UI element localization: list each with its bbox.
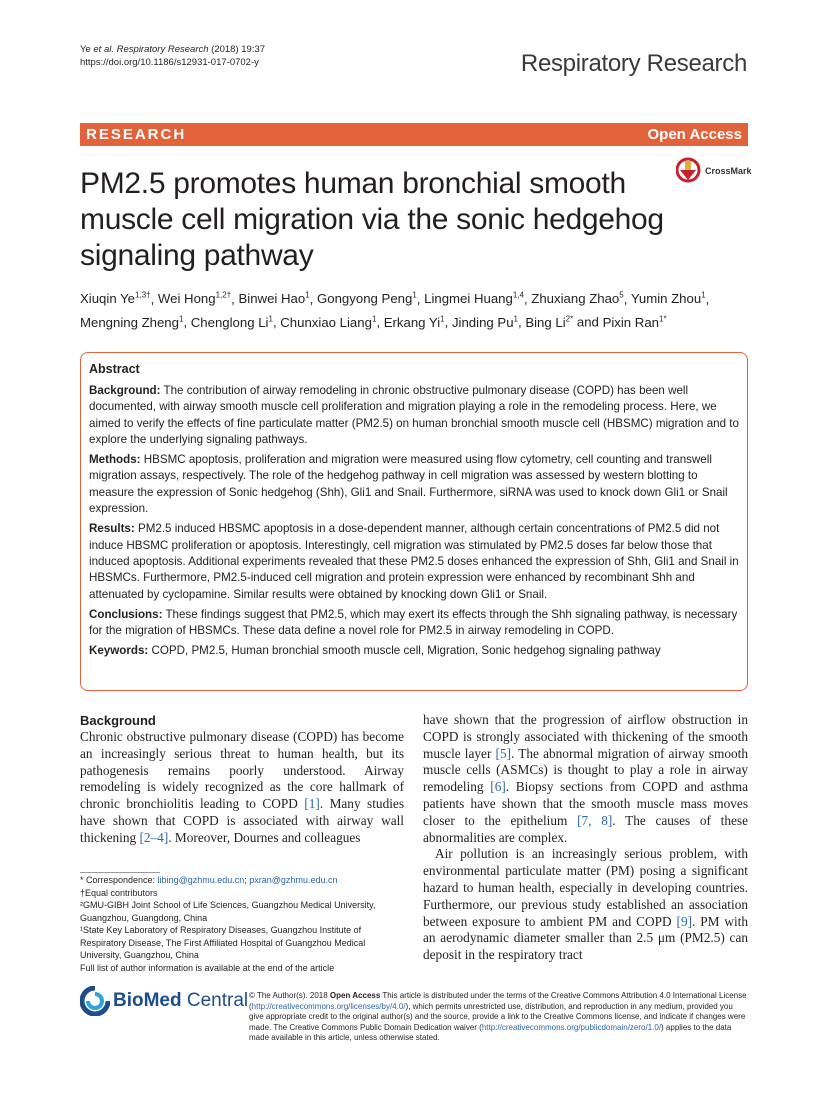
abstract-conclusions-text: These findings suggest that PM2.5, which may exert its effects through the Shh signaling pathway, is necessary for the migration of HBSMCs. These data define a novel role for PM2.5 in airway remodeling in COPD.	[89, 607, 738, 638]
email-separator: ;	[244, 875, 247, 885]
author-name[interactable]: Gongyong Peng$^1$	[317, 291, 417, 307]
author-name[interactable]: Wei Hong$^{1,2\dagger}$	[157, 291, 232, 307]
author-affiliation-marker: 1*	[659, 314, 667, 324]
author-affiliation-marker: 5	[619, 291, 624, 300]
author-affiliation-marker: 1,3†	[135, 291, 151, 300]
author-affiliation-marker: 1	[305, 291, 310, 300]
correspondence-label: * Correspondence:	[80, 875, 156, 885]
body-text: . PM with an aerodynamic diameter smaller than 2.5 μm (PM2.5) can deposit in the respiratory tract	[423, 913, 748, 963]
abstract-results-label: Results:	[89, 522, 135, 536]
citation-year-volume: (2018) 19:37	[211, 44, 266, 55]
section-heading-background: Background	[80, 713, 156, 728]
reference-link[interactable]: [5]	[495, 745, 512, 761]
abstract-keywords	[89, 643, 739, 659]
reference-link[interactable]: [7,	[577, 812, 592, 828]
author-affiliation-marker: 1	[178, 314, 184, 324]
author-name[interactable]: Yumin Zhou$^1$	[630, 291, 706, 307]
license-text: ), which permits unrestricted use, distribution, and reproduction in any medium, provided you give appropriate credit to the original author(s) and the source, provide a link to the Creative Commons license, and indicate if changes were made. The Creative Commons Public Domain Dedication waiver (	[249, 1001, 746, 1032]
body-text: have shown that the progression of airflow obstruction in COPD is strongly associated with thickening of the smooth muscle layer	[423, 712, 748, 761]
citation-journal: Respiratory Research	[116, 44, 209, 55]
license-link[interactable]: http://creativecommons.org/publicdomain/zero/1.0/	[481, 1022, 662, 1032]
author-name[interactable]: Chunxiao Liang$^1$	[280, 314, 377, 330]
abstract-keywords-label: Keywords:	[89, 644, 149, 658]
reference-link[interactable]: [1]	[304, 796, 320, 812]
body-left-column	[80, 712, 404, 847]
abstract-conclusions-label: Conclusions:	[89, 607, 163, 621]
body-text: . The abnormal migration of airway smooth muscle cells (ASMCs) is thought to play a role in airway remodeling	[423, 745, 748, 795]
author-affiliation-marker: 1	[412, 291, 417, 300]
author-name[interactable]: Xiuqin $Ye^{1,3\dagger}$	[80, 291, 151, 307]
abstract-background-label: Background:	[89, 384, 161, 397]
reference-link[interactable]: 8]	[601, 812, 613, 828]
abstract-methods-text: HBSMC apoptosis, proliferation and migration were measured using flow cytometry, cell counting and transwell migration assays, respectively. The role of the hedgehog pathway in cell migration was assessed by western blotting to measure the expression of Sonic hedgehog (Shh), Gli1 and Snail. Furthermore, siRNA was used to knock down Gli1 or Snail expression.	[89, 453, 728, 516]
body-right-column	[423, 712, 748, 964]
author-name[interactable]: Erkang Yi$^1$	[383, 314, 445, 330]
crossmark-icon[interactable]	[676, 156, 704, 186]
citation-author: Ye	[80, 44, 91, 55]
biomed-central-logo-icon[interactable]	[80, 986, 110, 1016]
author-affiliation-marker: 1	[371, 314, 377, 324]
author-affiliation-marker: 1	[440, 314, 445, 324]
reference-link[interactable]: [2–4]	[139, 829, 169, 845]
author-name[interactable]: Jinding Pu$^1$	[451, 314, 518, 330]
author-affiliation-marker: 1,4	[512, 291, 524, 300]
reference-link[interactable]: [6]	[490, 779, 506, 795]
article-title: PM2.5 promotes human bronchial smooth muscle cell migration via the sonic hedgehog signaling pathway	[80, 167, 664, 272]
abstract-heading: Abstract	[89, 362, 140, 376]
affiliation-2: ²GMU-GIBH Joint School of Life Sciences, Guangzhou Medical University, Guangzhou, Guangdong, China	[80, 900, 376, 923]
abstract-background	[89, 383, 739, 448]
author-name[interactable]: Lingmei Huang$^{1,4}$	[424, 291, 524, 307]
author-and: and	[573, 314, 603, 330]
body-text: Air pollution is an increasingly serious problem, with environmental particulate matter (PM) posing a significant hazard to human health, especially in developing countries. Furthermore, our previous study established an association between exposure to ambient PM and COPD	[423, 846, 748, 929]
author-affiliation-marker: 1	[513, 314, 518, 324]
email-link[interactable]: pxran@gzhmu.edu.cn	[249, 875, 338, 885]
footnotes	[80, 874, 404, 974]
body-paragraph	[423, 846, 748, 964]
logo-light-text: Central	[181, 990, 249, 1011]
reference-link[interactable]: [9]	[676, 913, 693, 929]
body-text: . Moreover, Dournes and colleagues	[168, 829, 361, 845]
body-text: . Many studies have shown that COPD is associated with airway wall thickening	[80, 796, 404, 845]
author-affiliation-marker: 2*	[565, 314, 574, 324]
equal-contributors-note: †Equal contributors	[80, 887, 158, 898]
footnote-divider	[80, 872, 160, 873]
author-affiliation-marker: 1,2†	[215, 291, 232, 300]
author-name[interactable]: Mengning Zheng$^1$	[80, 314, 184, 330]
abstract-conclusions	[89, 607, 739, 640]
body-paragraph	[80, 729, 404, 847]
open-access-label: Open Access	[647, 126, 742, 143]
abstract-methods-label: Methods:	[89, 453, 141, 467]
author-name[interactable]: Zhuxiang Zhao$^5$	[531, 291, 624, 307]
biomed-central-logo[interactable]	[113, 990, 248, 1012]
crossmark-label[interactable]: CrossMark	[705, 166, 752, 176]
body-text: Chronic obstructive pulmonary disease (COPD) has become an increasingly serious threat to human health, but its pathogenesis remains poorly understood. Airway remodeling is widely recognized as the core hallmark of chronic bronchiolitis leading to COPD	[80, 729, 404, 812]
logo-bold-text: BioMed	[113, 990, 182, 1011]
abstract-results-text: PM2.5 induced HBSMC apoptosis in a dose-dependent manner, although certain concentrations of PM2.5 did not induce HBSMC proliferation or apoptosis. Interestingly, cell migration was stimulated by PM2.5 doses far below those that induced apoptosis. Additional experiments revealed that these PM2.5 doses enhanced the expression of Shh, Gli1 and Snail in HBSMCs. Furthermore, PM2.5-induced cell migration and protein expression were enhanced by recombinant Shh and attenuated by cyclopamine. Similar results were obtained by knocking down Gli1 or Snail.	[89, 522, 739, 601]
author-name[interactable]: Chenglong Li$^1$	[190, 314, 273, 330]
citation-header	[80, 43, 265, 69]
license-text: © The Author(s). 2018	[249, 991, 330, 1000]
correspondence	[80, 874, 404, 887]
journal-name: Respiratory Research	[520, 50, 747, 77]
author-name[interactable]: Pixin Ran$^{1*}$	[602, 314, 667, 330]
affiliation-1: ¹State Key Laboratory of Respiratory Diseases, Guangzhou Institute of Respiratory Disease, The First Affiliated Hospital of Guangzhou Medical University, Guangzhou, China	[80, 925, 366, 960]
license-statement	[249, 991, 749, 1044]
full-author-info-note: Full list of author information is available at the end of the article	[80, 962, 335, 973]
author-affiliation-marker: 1	[268, 314, 273, 324]
license-link[interactable]: http://creativecommons.org/licenses/by/4.0/	[251, 1001, 406, 1011]
license-text: This article is distributed under the terms of the Creative Commons Attribution 4.0 International License (	[249, 991, 747, 1011]
abstract-box	[80, 352, 748, 691]
body-text: . Biopsy sections from COPD and asthma patients have shown that the smooth muscle mass moves closer to the epithelium	[423, 779, 748, 828]
abstract-background-text: The contribution of airway remodeling in chronic obstructive pulmonary disease (COPD) has been well documented, with airway smooth muscle cell proliferation and migration playing a role in the remodeling process. Here, we aimed to verify the effects of fine particulate matter (PM2.5) on human bronchial smooth muscle cell (HBSMC) migration and to explore the underlying signaling pathways.	[89, 384, 739, 446]
author-affiliation-marker: 1	[701, 291, 706, 300]
article-type-banner	[80, 123, 748, 146]
license-open-access: Open Access	[329, 991, 381, 1000]
article-type-label: RESEARCH	[86, 126, 187, 143]
body-text: . The causes of these abnormalities are complex.	[423, 812, 748, 845]
body-paragraph	[423, 712, 748, 846]
citation-etal: et al.	[93, 44, 114, 55]
email-link[interactable]: libing@gzhmu.edu.cn	[157, 875, 245, 885]
author-name[interactable]: Bing $Li^{2*}$	[525, 314, 574, 330]
author-list: Xiuqin $Ye^{1,3\dagger}$, Wei Hong$^{1,2\dagger}$, Binwei Hao$^1$, Gongyong Peng$^1$, Lingmei Huang$^{1,4}$, Zhuxiang Zhao$^5$, Yumin Zhou$^1$, Mengning Zheng$^1$, Chenglong Li$^1$, Chunxiao Liang$^1$, Erkang Yi$^1$, Jinding Pu$^1$, Bing $Li^{2*}$ and Pixin Ran$^{1*}$	[80, 291, 710, 330]
abstract-results	[89, 521, 739, 602]
doi-link[interactable]: https://doi.org/10.1186/s12931-017-0702-y	[80, 57, 259, 68]
license-text: ) applies to the data made available in this article, unless otherwise stated.	[249, 1022, 732, 1042]
author-name[interactable]: Binwei Hao$^1$	[238, 291, 310, 307]
abstract-methods	[89, 452, 739, 517]
abstract-keywords-text: COPD, PM2.5, Human bronchial smooth muscle cell, Migration, Sonic hedgehog signaling pathway	[151, 644, 661, 658]
